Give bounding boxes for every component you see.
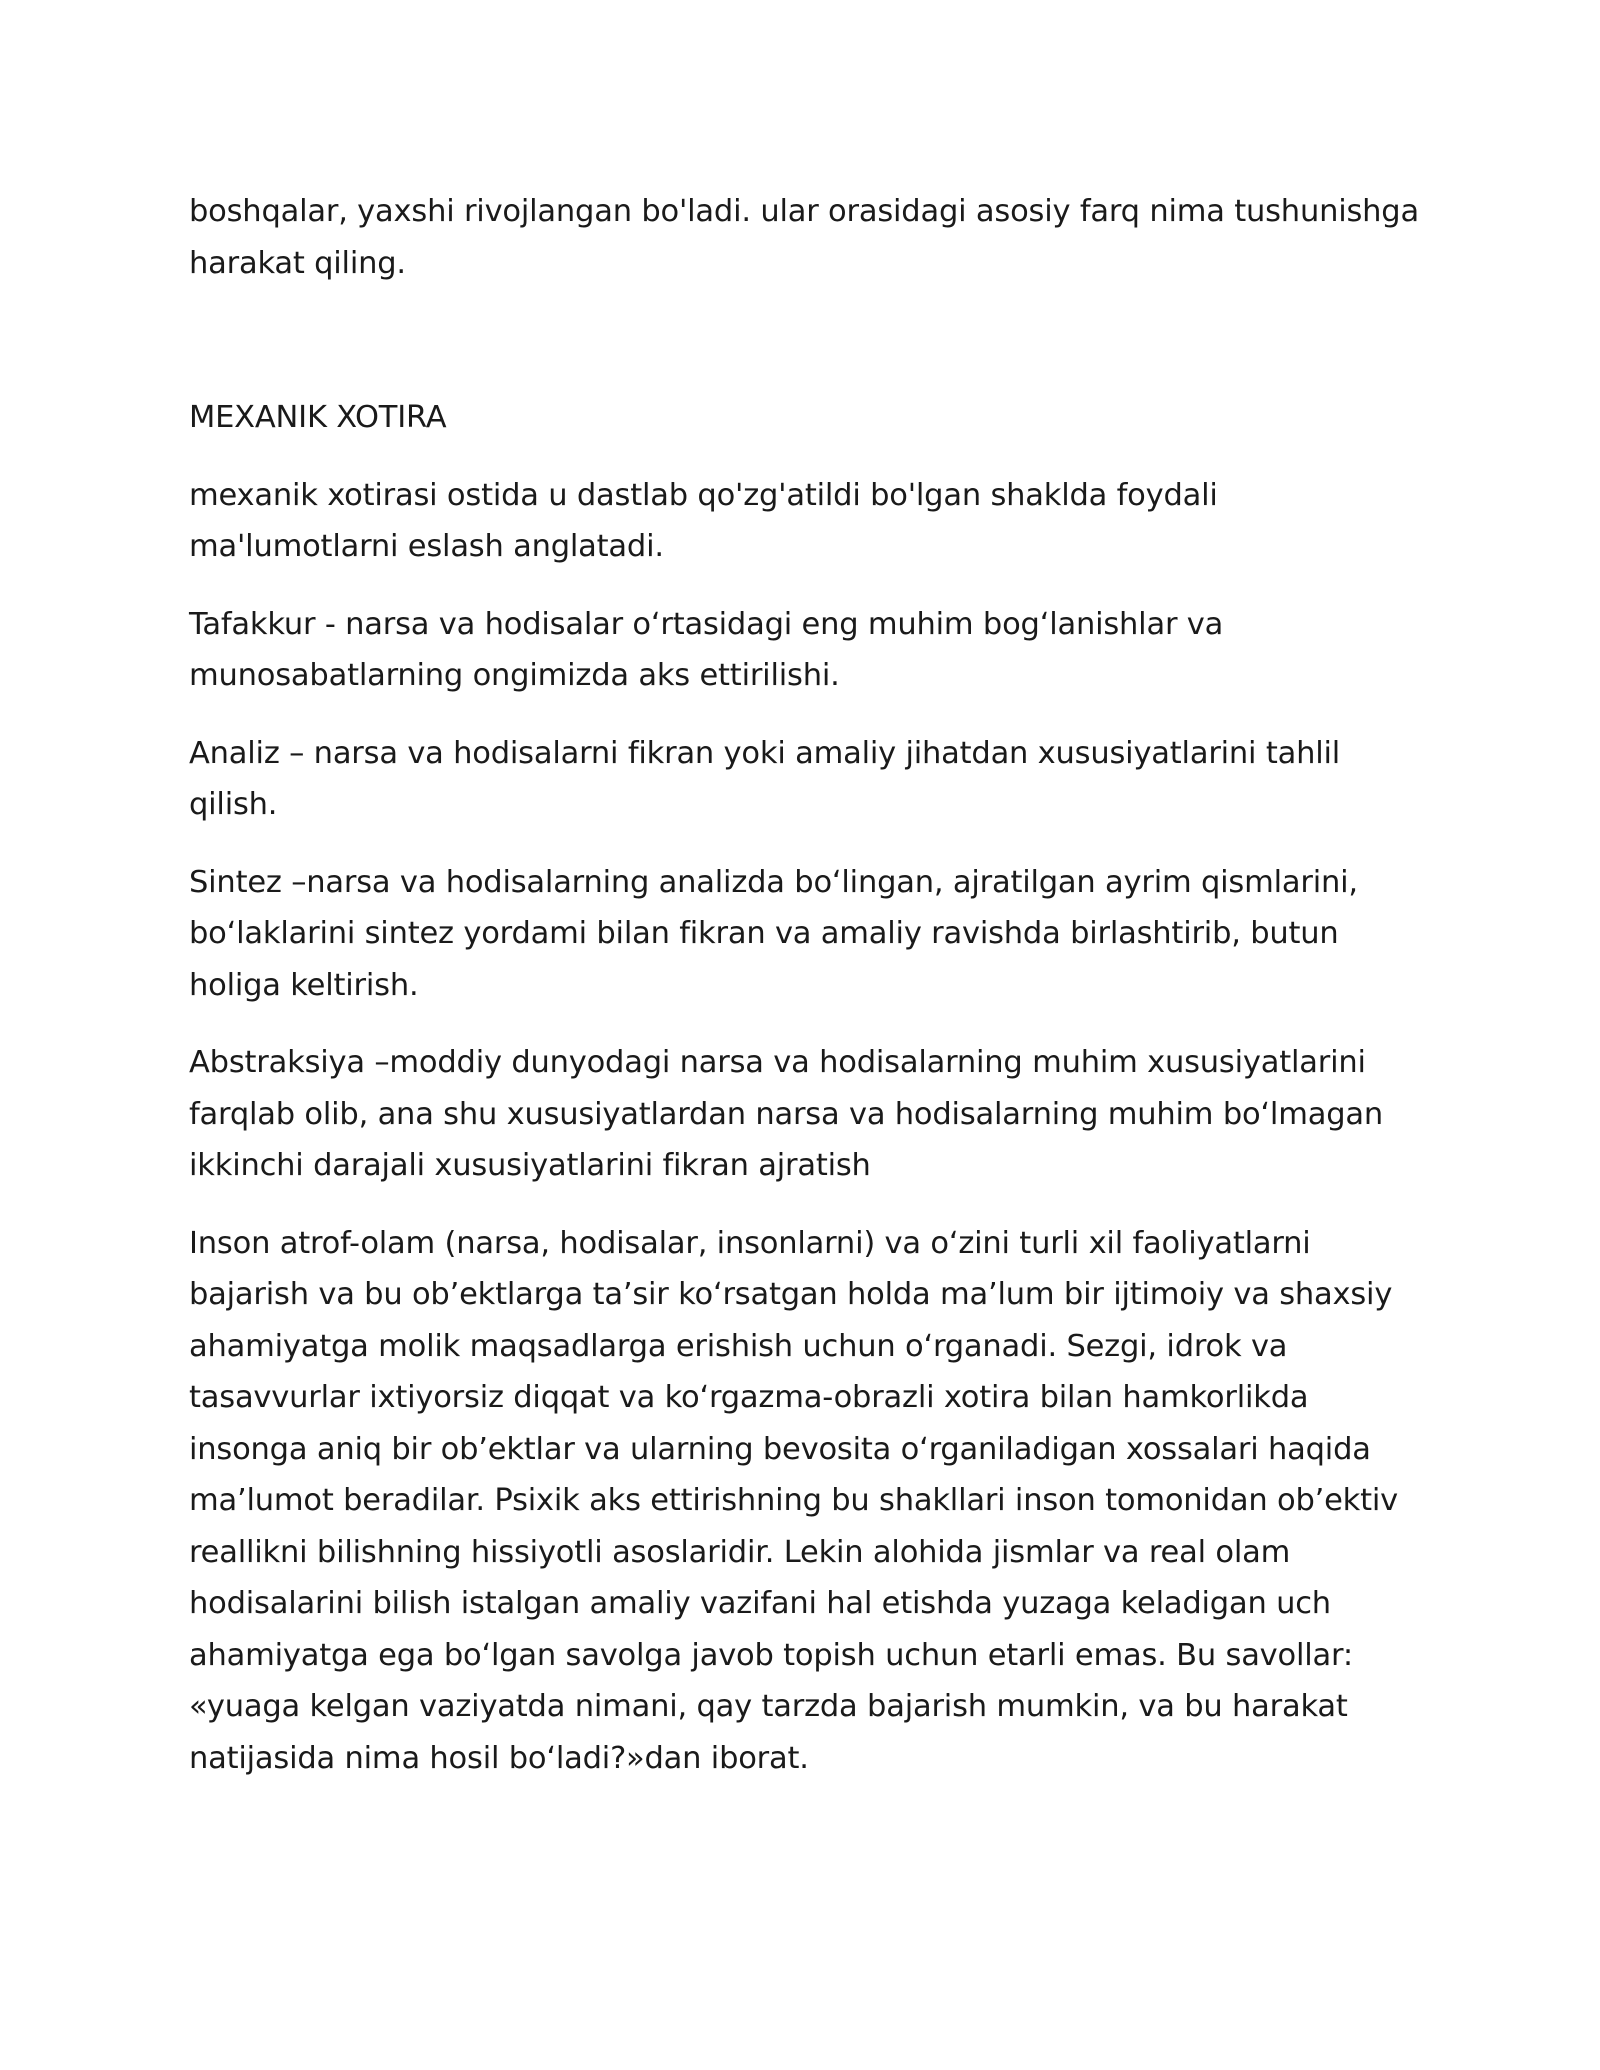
paragraph-sintez: Sintez –narsa va hodisalarning analizda boʻlingan, ajratilgan ayrim qismlarini, boʻlaklarini sintez yordami bilan fikran va amaliy ravishda birlashtirib, butun holiga keltirish. <box>189 864 1368 1003</box>
paragraph-tafakkur: Tafakkur - narsa va hodisalar oʻrtasidagi eng muhim bogʻlanishlar va munosabatlarning ongimizda aks ettirilishi. <box>189 606 1233 693</box>
document-body <box>189 186 1429 1810</box>
paragraph-intro: boshqalar, yaxshi rivojlangan bo'ladi. ular orasidagi asosiy farq nima tushunishga harakat qiling. <box>189 194 1429 281</box>
section-heading: MEXANIK XOTIRA <box>189 400 447 435</box>
paragraph-analiz: Analiz – narsa va hodisalarni fikran yoki amaliy jihatdan xususiyatlarini tahlil qilish. <box>189 735 1350 822</box>
paragraph-mexanik-xotira: mexanik xotirasi ostida u dastlab qo'zg'atildi bo'lgan shaklda foydali ma'lumotlarni eslash anglatadi. <box>189 477 1228 564</box>
paragraph-inson: Inson atrof-olam (narsa, hodisalar, insonlarni) va oʻzini turli xil faoliyatlarni bajarish va bu obʼektlarga taʼsir koʻrsatgan holda maʼlum bir ijtimoiy va shaxsiy ahamiyatga molik maqsadlarga erishish uchun oʻrganadi. Sezgi, idrok va tasavvurlar ixtiyorsiz diqqat va koʻrgazma-obrazli xotira bilan hamkorlikda insonga aniq bir obʼektlar va ularning bevosita oʻrganiladigan xossalari haqida maʼlumot beradilar. Psixik aks ettirishning bu shakllari inson tomonidan obʼektiv reallikni bilishning hissiyotli asoslaridir. Lekin alohida jismlar va real olam hodisalarini bilish istalgan amaliy vazifani hal etishda yuzaga keladigan uch ahamiyatga ega boʻlgan savolga javob topish uchun etarli emas. Bu savollar: «yuaga kelgan vaziyatda nimani, qay tarzda bajarish mumkin, va bu harakat natijasida nima hosil boʻladi?»dan iborat. <box>189 1225 1408 1776</box>
paragraph-abstraksiya: Abstraksiya –moddiy dunyodagi narsa va hodisalarning muhim xususiyatlarini farqlab olib, ana shu xususiyatlardan narsa va hodisalarning muhim boʻlmagan ikkinchi darajali xususiyatlarini fikran ajratish <box>189 1045 1393 1183</box>
